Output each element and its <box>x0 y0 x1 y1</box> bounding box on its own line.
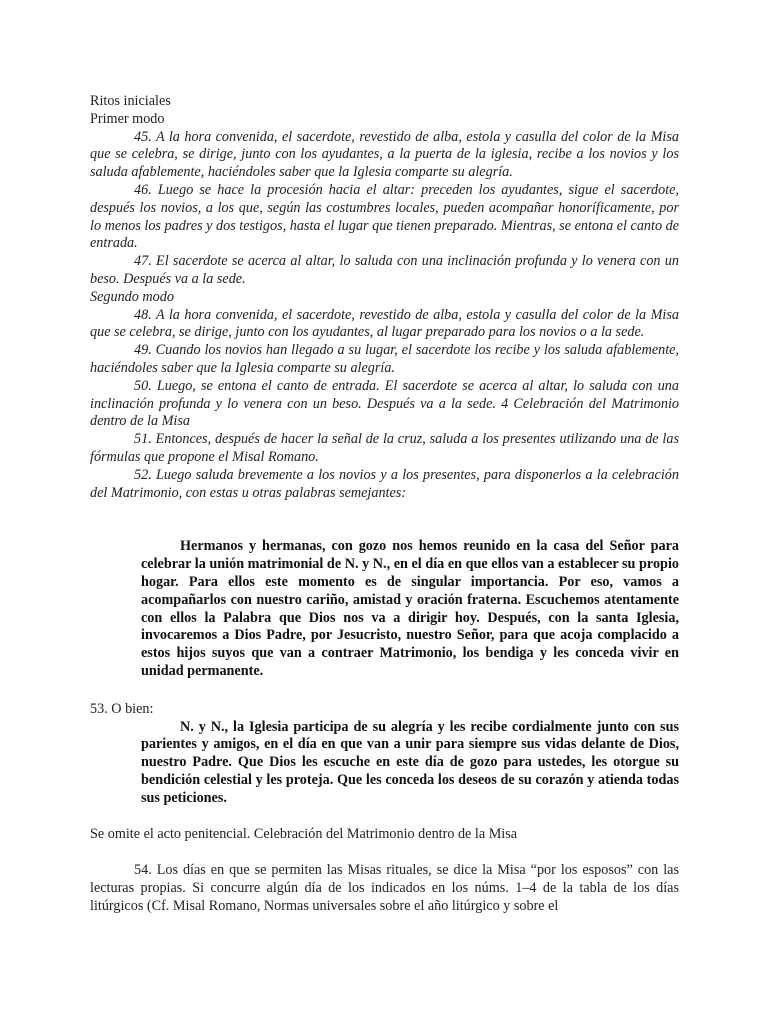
paragraph-46: 46. Luego se hace la procesión hacia el altar: preceden los ayudantes, sigue el sacerdote, después los novios, a los que, según las costumbres locales, pueden acompañar honoríficamente, por lo menos los padres y dos testigos, hasta el lugar que tienen preparado. Mientras, se entona el canto de entrada. <box>90 181 679 252</box>
heading-segundo-modo: Segundo modo <box>90 288 174 305</box>
omit-penitential-note: Se omite el acto penitencial. Celebración del Matrimonio dentro de la Misa <box>90 826 518 843</box>
paragraph-53: 53. O bien: <box>90 700 154 717</box>
greeting-formula-1-text: Hermanos y hermanas, con gozo nos hemos reunido en la casa del Señor para celebrar la unión matrimonial de N. y N., en el día en que ellos van a establecer su propio hogar. Para ellos este momento es de singular importancia. Por eso, vamos a acompañarlos con nuestro cariño, amistad y oración fraterna. Escuchemos atentamente con ellos la Palabra que Dios nos va a dirigir hoy. Después, con la santa Iglesia, invocaremos a Dios Padre, por Jesucristo, nuestro Señor, para que acoja complacido a estos hijos suyos que van a contraer Matrimonio, los bendiga y les conceda vivir en unidad permanente. <box>141 538 679 679</box>
paragraph-48: 48. A la hora convenida, el sacerdote, revestido de alba, estola y casulla del color de la Misa que se celebra, se dirige, junto con los ayudantes, al lugar preparado para los novios o a la sede. <box>90 306 679 341</box>
paragraph-45: 45. A la hora convenida, el sacerdote, revestido de alba, estola y casulla del color de la Misa que se celebra, se dirige, junto con los ayudantes, a la puerta de la iglesia, recibe a los novios y los saluda afablemente, haciéndoles saber que la Iglesia comparte su alegría. <box>90 128 679 181</box>
paragraph-49: 49. Cuando los novios han llegado a su lugar, el sacerdote los recibe y los saluda afablemente, haciéndoles saber que la Iglesia comparte su alegría. <box>90 342 679 376</box>
greeting-formula-2 <box>141 719 679 808</box>
heading-ritos-iniciales: Ritos iniciales <box>90 93 171 109</box>
heading-primer-modo: Primer modo <box>90 110 165 127</box>
document-page <box>90 93 679 916</box>
greeting-formula-1 <box>141 538 679 680</box>
paragraph-52: 52. Luego saluda brevemente a los novios y a los presentes, para disponerlos a la celebración del Matrimonio, con estas u otras palabras semejantes: <box>90 466 679 501</box>
paragraph-54: 54. Los días en que se permiten las Misas rituales, se dice la Misa “por los esposos” con las lecturas propias. Si concurre algún día de los indicados en los núms. 1–4 de la tabla de los días litúrgicos (Cf. Misal Romano, Normas universales sobre el año litúrgico y sobre el <box>90 862 679 914</box>
paragraph-50: 50. Luego, se entona el canto de entrada. El sacerdote se acerca al altar, lo saluda con una inclinación profunda y lo venera con un beso. Después va a la sede. 4 Celebración del Matrimonio dentro de la Misa <box>90 377 679 430</box>
paragraph-51: 51. Entonces, después de hacer la señal de la cruz, saluda a los presentes utilizando una de las fórmulas que propone el Misal Romano. <box>90 431 679 465</box>
greeting-formula-2-text: N. y N., la Iglesia participa de su alegría y les recibe cordialmente junto con sus parientes y amigos, en el día en que van a unir para siempre sus vidas delante de Dios, nuestro Padre. Que Dios les escuche en este día de gozo para ustedes, les otorgue su bendición celestial y les proteja. Que les conceda los deseos de su corazón y atienda todas sus peticiones. <box>141 718 679 806</box>
paragraph-47: 47. El sacerdote se acerca al altar, lo saluda con una inclinación profunda y lo venera con un beso. Después va a la sede. <box>90 253 679 287</box>
